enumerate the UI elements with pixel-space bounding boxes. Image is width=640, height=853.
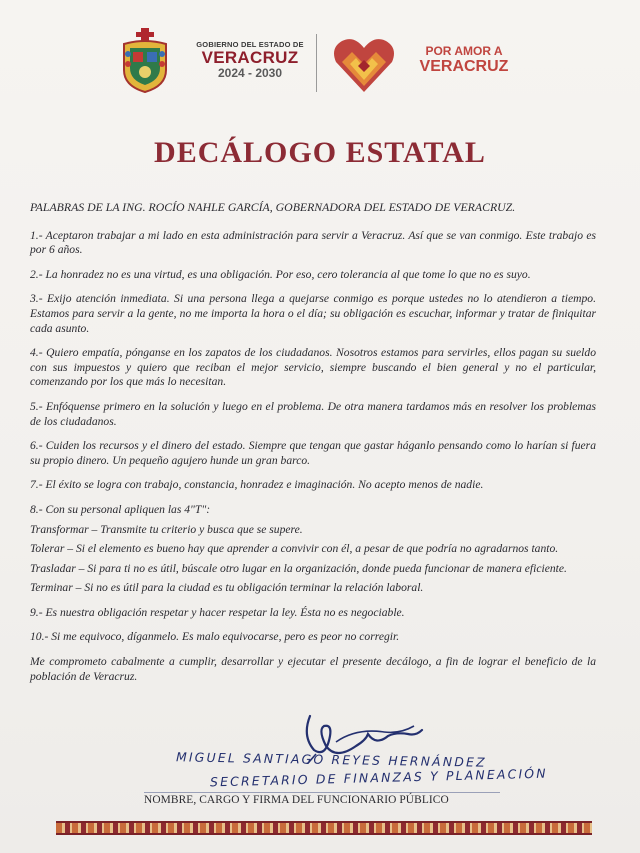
por-amor-heart-icon: [332, 36, 396, 94]
item-6: 6.- Cuiden los recursos y el dinero del estado. Siempre que tengan que gastar háganlo pensando como lo harían si fuera su propio dinero. Un pequeño agujero hunde un gran barco.: [30, 439, 596, 467]
official-name-handwritten: MIGUEL SANTIAGO REYES HERNÁNDEZ: [175, 749, 487, 770]
document-body: [30, 200, 596, 694]
government-label: GOBIERNO DEL ESTADO DE: [196, 40, 304, 49]
slogan-line-1: POR AMOR A: [425, 44, 503, 58]
item-7: 7.- El éxito se logra con trabajo, constancia, honradez e imaginación. No acepto menos de nadie.: [30, 478, 484, 492]
item-3: 3.- Exijo atención inmediata. Si una persona llega a quejarse conmigo es porque ustedes no lo atendieron a tiempo. Estamos para servir a la gente, no me importa la hora o el día; su obligación es escuchar, informar y tratar de finiquitar cada asunto.: [30, 292, 596, 335]
slogan-block: [404, 44, 524, 75]
item-8-point-terminar: Terminar – Si no es útil para la ciudad es tu obligación terminar la relación laboral.: [30, 581, 424, 595]
item-8: [30, 503, 596, 596]
document-title: DECÁLOGO ESTATAL: [154, 136, 486, 169]
state-name: VERACRUZ: [201, 48, 299, 67]
official-position-handwritten: SECRETARIO DE FINANZAS Y PLANEACIÓN: [209, 765, 548, 790]
item-8-heading: 8.- Con su personal apliquen las 4"T":: [30, 502, 211, 516]
administration-years: 2024 - 2030: [217, 66, 283, 80]
item-4: 4.- Quiero empatía, pónganse en los zapatos de los ciudadanos. Nosotros estamos para servirles, ellos pagan su sueldo con sus impuestos y quiero que reciban el mejor servicio, siempre buscando el bien general y no el particular, comenzando por los que más lo necesitan.: [30, 346, 596, 389]
item-8-point-transformar: Transformar – Transmite tu criterio y busca que se supere.: [30, 522, 303, 536]
decorative-border: [56, 821, 592, 835]
item-9: 9.- Es nuestra obligación respetar y hacer respetar la ley. Ésta no es negociable.: [30, 605, 405, 619]
intro-paragraph: PALABRAS DE LA ING. ROCÍO NAHLE GARCÍA, GOBERNADORA DEL ESTADO DE VERACRUZ.: [30, 200, 516, 214]
signature-line: [144, 792, 500, 793]
veracruz-coat-of-arms-icon: [118, 28, 172, 94]
item-2: 2.- La honradez no es una virtud, es una obligación. Por eso, cero tolerancia al que tome lo que no es suyo.: [30, 267, 531, 281]
item-5: 5.- Enfóquense primero en la solución y luego en el problema. De otra manera tardamos más en resolver los problemas de los ciudadanos.: [30, 399, 596, 428]
government-name-block: [190, 40, 310, 80]
item-1: 1.- Aceptaron trabajar a mi lado en esta administración para servir a Veracruz. Así que se van conmigo. Este trabajo es por 6 años.: [30, 228, 596, 257]
letterhead: [112, 22, 532, 102]
slogan-line-2: VERACRUZ: [419, 58, 509, 75]
signature-label: NOMBRE, CARGO Y FIRMA DEL FUNCIONARIO PÚBLICO: [144, 794, 449, 806]
item-8-point-tolerar: Tolerar – Si el elemento es bueno hay que aprender a convivir con él, a pesar de que podría no agradarnos tanto.: [30, 542, 559, 556]
header-divider: [316, 34, 317, 92]
item-10: 10.- Si me equivoco, díganmelo. Es malo equivocarse, pero es peor no corregir.: [30, 630, 400, 644]
closing-statement: Me comprometo cabalmente a cumplir, desarrollar y ejecutar el presente decálogo, a fin de lograr el beneficio de la población de Veracruz.: [30, 655, 596, 683]
item-8-point-trasladar: Trasladar – Si para ti no es útil, búscale otro lugar en la organización, donde pueda funcionar de manera eficiente.: [30, 561, 567, 575]
